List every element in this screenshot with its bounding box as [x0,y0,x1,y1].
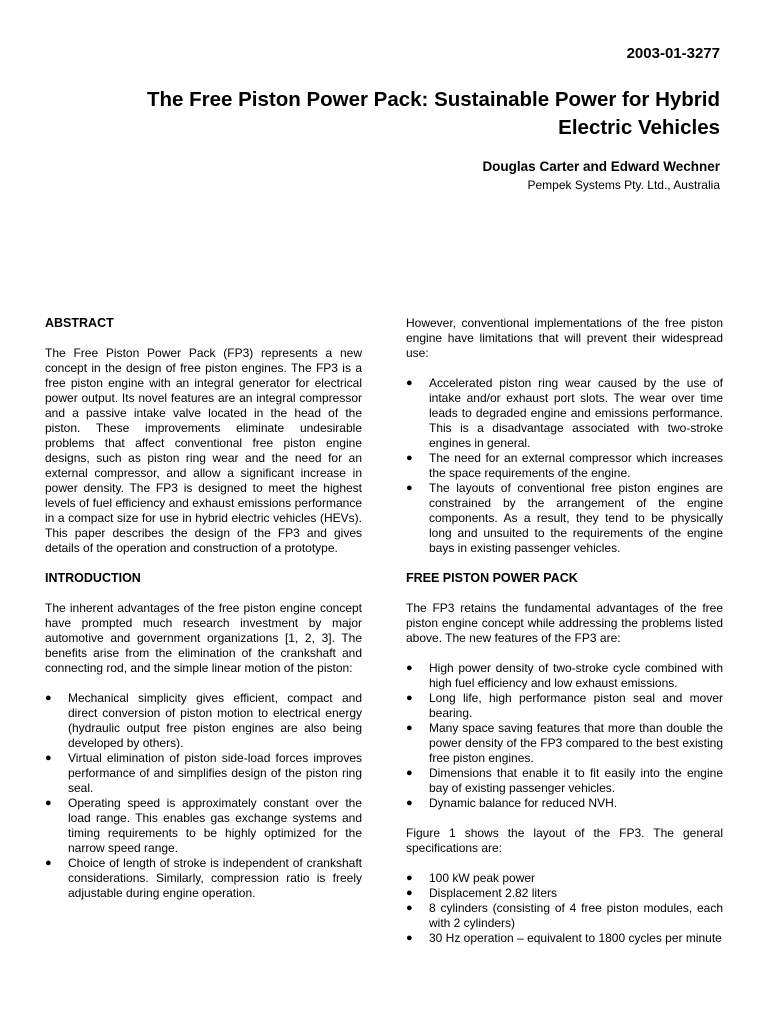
bullet-icon: ● [406,767,413,779]
list-item: ● Accelerated piston ring wear caused by the use of intake and/or exhaust port slots. The wear over time leads to degraded engine and emissions performance. This is a disadvantage associated with two-stroke engines in general. [406,376,723,450]
bullet-icon: ● [406,662,413,674]
list-item: ● The need for an external compressor which increases the space requirements of the engine. [406,451,723,480]
fp3-section-text: The FP3 retains the fundamental advantages of the free piston engine concept while addressing the problems listed above. The new features of the FP3 are: [406,601,723,645]
list-item: ● Virtual elimination of piston side-load forces improves performance of and simplifies design of the piston ring seal. [45,751,362,795]
abstract-text: The Free Piston Power Pack (FP3) represents a new concept in the design of free piston engines. The FP3 is a free piston engine with an integral generator for electrical power output. Its novel features are an integral compressor and a passive intake valve located in the head of the piston. These improvements eliminate undesirable problems that affect conventional free piston engine designs, such as piston ring wear and the need for an external compressor, and allow a significant increase in power density. The FP3 is designed to meet the highest levels of fuel efficiency and exhaust emissions performance in a compact size for use in hybrid electric vehicles (HEVs). This paper describes the design of the FP3 and gives details of the operation and construction of a prototype. [45,346,362,555]
paper-id: 2003-01-3277 [626,45,720,62]
list-item: ● 30 Hz operation – equivalent to 1800 cycles per minute [406,931,722,945]
paper-title: The Free Piston Power Pack: Sustainable Power for Hybrid Electric Vehicles [146,88,720,139]
authors: Douglas Carter and Edward Wechner [482,159,720,174]
fp3-features-list [406,661,723,811]
spec-intro-text: Figure 1 shows the layout of the FP3. The general specifications are: [406,826,723,855]
bullet-icon: ● [406,887,413,899]
list-item: ● Dimensions that enable it to fit easily into the engine bay of existing passenger vehicles. [406,766,723,795]
list-item: ● Mechanical simplicity gives efficient, compact and direct conversion of piston motion to electrical energy (hydraulic output free piston engines are also being developed by others). [45,691,362,750]
list-item: ● High power density of two-stroke cycle combined with high fuel efficiency and low exhaust emissions. [406,661,723,690]
limitations-bullet-list [406,376,723,556]
bullet-icon: ● [406,692,413,704]
list-item: ● Dynamic balance for reduced NVH. [406,796,618,810]
list-item: ● Choice of length of stroke is independent of crankshaft considerations. Similarly, compression ratio is freely adjustable during engine operation. [45,856,362,900]
bullet-icon: ● [406,797,413,809]
bullet-icon: ● [406,377,413,389]
bullet-icon: ● [45,797,52,809]
bullet-icon: ● [45,857,52,869]
introduction-heading: INTRODUCTION [45,571,141,585]
right-column [406,316,723,946]
bullet-icon: ● [45,692,52,704]
bullet-icon: ● [406,902,413,914]
bullet-icon: ● [406,452,413,464]
bullet-icon: ● [406,482,413,494]
fp3-section-heading: FREE PISTON POWER PACK [406,571,578,585]
list-item: ● 8 cylinders (consisting of 4 free piston modules, each with 2 cylinders) [406,901,723,930]
limitations-text: However, conventional implementations of the free piston engine have limitations that will prevent their widespread use: [406,316,723,360]
list-item: ● Operating speed is approximately constant over the load range. This enables gas exchange systems and timing requirements to be highly optimized for the narrow speed range. [45,796,362,855]
list-item: ● Long life, high performance piston seal and mover bearing. [406,691,723,720]
bullet-icon: ● [406,872,413,884]
list-item: ● The layouts of conventional free piston engines are constrained by the arrangement of the engine components. As a result, they tend to be physically long and unsuited to the requirements of the engine bays in existing passenger vehicles. [406,481,723,555]
bullet-icon: ● [45,752,52,764]
left-column [45,316,362,901]
introduction-text: The inherent advantages of the free piston engine concept have prompted much research investment by major automotive and government organizations [1, 2, 3]. The benefits arise from the elimination of the crankshaft and connecting rod, and the simple linear motion of the piston: [45,601,362,675]
spec-list [406,871,723,946]
list-item: ● 100 kW peak power [406,871,536,885]
list-item: ● Displacement 2.82 liters [406,886,558,900]
list-item: ● Many space saving features that more than double the power density of the FP3 compared to the best existing free piston engines. [406,721,723,765]
bullet-icon: ● [406,722,413,734]
bullet-icon: ● [406,932,413,944]
introduction-bullet-list [45,691,362,901]
abstract-heading: ABSTRACT [45,316,114,330]
affiliation: Pempek Systems Pty. Ltd., Australia [527,178,720,192]
